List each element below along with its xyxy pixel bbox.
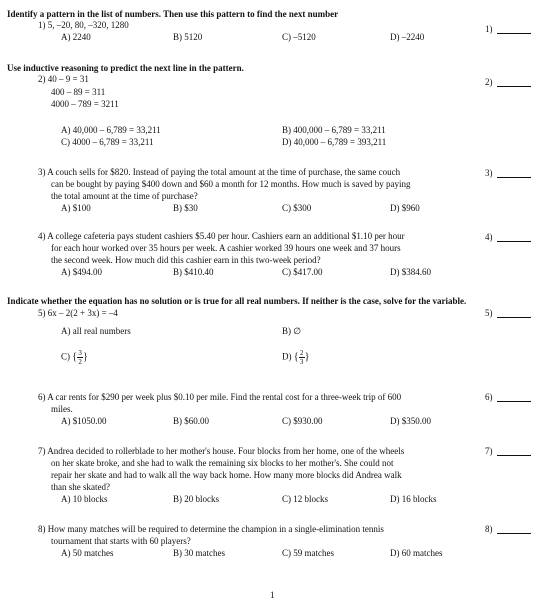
pattern-line-3: 4000 – 789 = 3211	[51, 99, 119, 109]
pattern-line-1: 40 – 9 = 31	[47, 74, 89, 84]
choice-1c[interactable]: C) –5120	[282, 32, 316, 42]
answer-number-4: 4)	[485, 232, 493, 242]
question-7-line-2: on her skate broke, and she had to walk the remaining six blocks to her mother's. She could not	[51, 458, 394, 468]
choice-1d[interactable]: D) –2240	[390, 32, 425, 42]
choice-4c[interactable]: C) $417.00	[282, 267, 323, 277]
choice-6c[interactable]: C) $930.00	[282, 416, 323, 426]
answer-blank-6[interactable]	[497, 401, 531, 402]
answer-blank-8[interactable]	[497, 533, 531, 534]
question-7-line-4: than she skated?	[51, 482, 110, 492]
choice-6a[interactable]: A) $1050.00	[61, 416, 107, 426]
choice-5d[interactable]	[282, 349, 309, 366]
question-3-line-2: can be bought by paying $400 down and $60 a month for 12 months. How much is saved by paying	[51, 179, 411, 189]
choice-4b[interactable]: B) $410.40	[173, 267, 214, 277]
answer-blank-5[interactable]	[497, 317, 531, 318]
choice-8c[interactable]: C) 59 matches	[282, 548, 334, 558]
pattern-line-2: 400 – 89 = 311	[51, 87, 106, 97]
choice-4a[interactable]: A) $494.00	[61, 267, 102, 277]
choice-7a[interactable]: A) 10 blocks	[61, 494, 108, 504]
choice-2b[interactable]: B) 400,000 – 6,789 = 33,211	[282, 125, 386, 135]
question-number: 2)	[38, 74, 46, 84]
question-8-line-2: tournament that starts with 60 players?	[51, 536, 191, 546]
choice-3c[interactable]: C) $300	[282, 203, 312, 213]
choice-1b[interactable]: B) 5120	[173, 32, 203, 42]
answer-number-5: 5)	[485, 308, 493, 318]
question-4-line-2: for each hour worked over 35 hours per week. A cashier worked 39 hours one week and 37 hours	[51, 243, 401, 253]
choice-7b[interactable]: B) 20 blocks	[173, 494, 219, 504]
question-number: 1)	[38, 20, 46, 30]
page-number: 1	[270, 590, 275, 600]
section-instruction-3: Indicate whether the equation has no solution or is true for all real numbers. If neither is the case, solve for the variable.	[7, 296, 467, 306]
choice-label: C)	[61, 351, 70, 362]
question-3-line-3: the total amount at the time of purchase?	[51, 191, 198, 201]
answer-number-6: 6)	[485, 392, 493, 402]
answer-blank-2[interactable]	[497, 86, 531, 87]
choice-5c[interactable]	[61, 349, 88, 366]
answer-blank-1[interactable]	[497, 33, 531, 34]
choice-8a[interactable]: A) 50 matches	[61, 548, 114, 558]
choice-5a[interactable]: A) all real numbers	[61, 326, 131, 336]
question-text: 5, –20, 80, –320, 1280	[47, 20, 129, 30]
choice-3d[interactable]: D) $960	[390, 203, 420, 213]
choice-2d[interactable]: D) 40,000 – 6,789 = 393,211	[282, 137, 387, 147]
choice-5b[interactable]: B) ∅	[282, 326, 302, 336]
question-6-line-2: miles.	[51, 404, 73, 414]
question-3-line-1: 3) A couch sells for $820. Instead of paying the total amount at the time of purchase, the same couch	[38, 167, 401, 177]
left-brace: {	[72, 351, 78, 363]
answer-number-3: 3)	[485, 168, 493, 178]
question-5-stem: 5) 6x – 2(2 + 3x) = –4	[38, 308, 118, 318]
denominator: 3	[299, 358, 304, 366]
choice-6d[interactable]: D) $350.00	[390, 416, 431, 426]
answer-blank-3[interactable]	[497, 177, 531, 178]
question-4-line-3: the second week. How much did this cashier earn in this two-week period?	[51, 255, 321, 265]
choice-6b[interactable]: B) $60.00	[173, 416, 209, 426]
numerator: 3	[78, 349, 82, 357]
question-7-line-1: 7) Andrea decided to rollerblade to her mother's house. Four blocks from her home, one of the wheels	[38, 446, 405, 456]
choice-label: D)	[282, 351, 292, 362]
question-4-line-1: 4) A college cafeteria pays student cashiers $5.40 per hour. Cashiers earn an additional $1.10 per hour	[38, 231, 405, 241]
numerator: 2	[299, 349, 304, 357]
question-7-line-3: repair her skate and had to walk all the way back home. How many more blocks did Andrea walk	[51, 470, 402, 480]
choice-3b[interactable]: B) $30	[173, 203, 198, 213]
choice-8b[interactable]: B) 30 matches	[173, 548, 225, 558]
left-brace: {	[293, 351, 299, 363]
choice-2c[interactable]: C) 4000 – 6,789 = 33,211	[61, 137, 154, 147]
choice-4d[interactable]: D) $384.60	[390, 267, 431, 277]
choice-2a[interactable]: A) 40,000 – 6,789 = 33,211	[61, 125, 161, 135]
choice-8d[interactable]: D) 60 matches	[390, 548, 443, 558]
question-2-stem	[38, 74, 89, 85]
answer-blank-7[interactable]	[497, 455, 531, 456]
denominator: 2	[78, 358, 82, 366]
answer-number-7: 7)	[485, 446, 493, 456]
right-brace: }	[304, 351, 310, 363]
choice-7c[interactable]: C) 12 blocks	[282, 494, 328, 504]
choice-3a[interactable]: A) $100	[61, 203, 91, 213]
section-instruction-2: Use inductive reasoning to predict the next line in the pattern.	[7, 63, 244, 73]
question-1-stem	[38, 20, 129, 31]
question-6-line-1: 6) A car rents for $290 per week plus $0.10 per mile. Find the rental cost for a three-week trip of 600	[38, 392, 402, 402]
answer-number-2: 2)	[485, 77, 493, 87]
question-8-line-1: 8) How many matches will be required to determine the champion in a single-elimination tennis	[38, 524, 384, 534]
answer-blank-4[interactable]	[497, 241, 531, 242]
answer-number-8: 8)	[485, 524, 493, 534]
choice-7d[interactable]: D) 16 blocks	[390, 494, 437, 504]
right-brace: }	[83, 351, 88, 363]
choice-1a[interactable]: A) 2240	[61, 32, 91, 42]
section-instruction-1: Identify a pattern in the list of numbers. Then use this pattern to find the next number	[7, 9, 339, 19]
answer-number-1: 1)	[485, 24, 493, 34]
